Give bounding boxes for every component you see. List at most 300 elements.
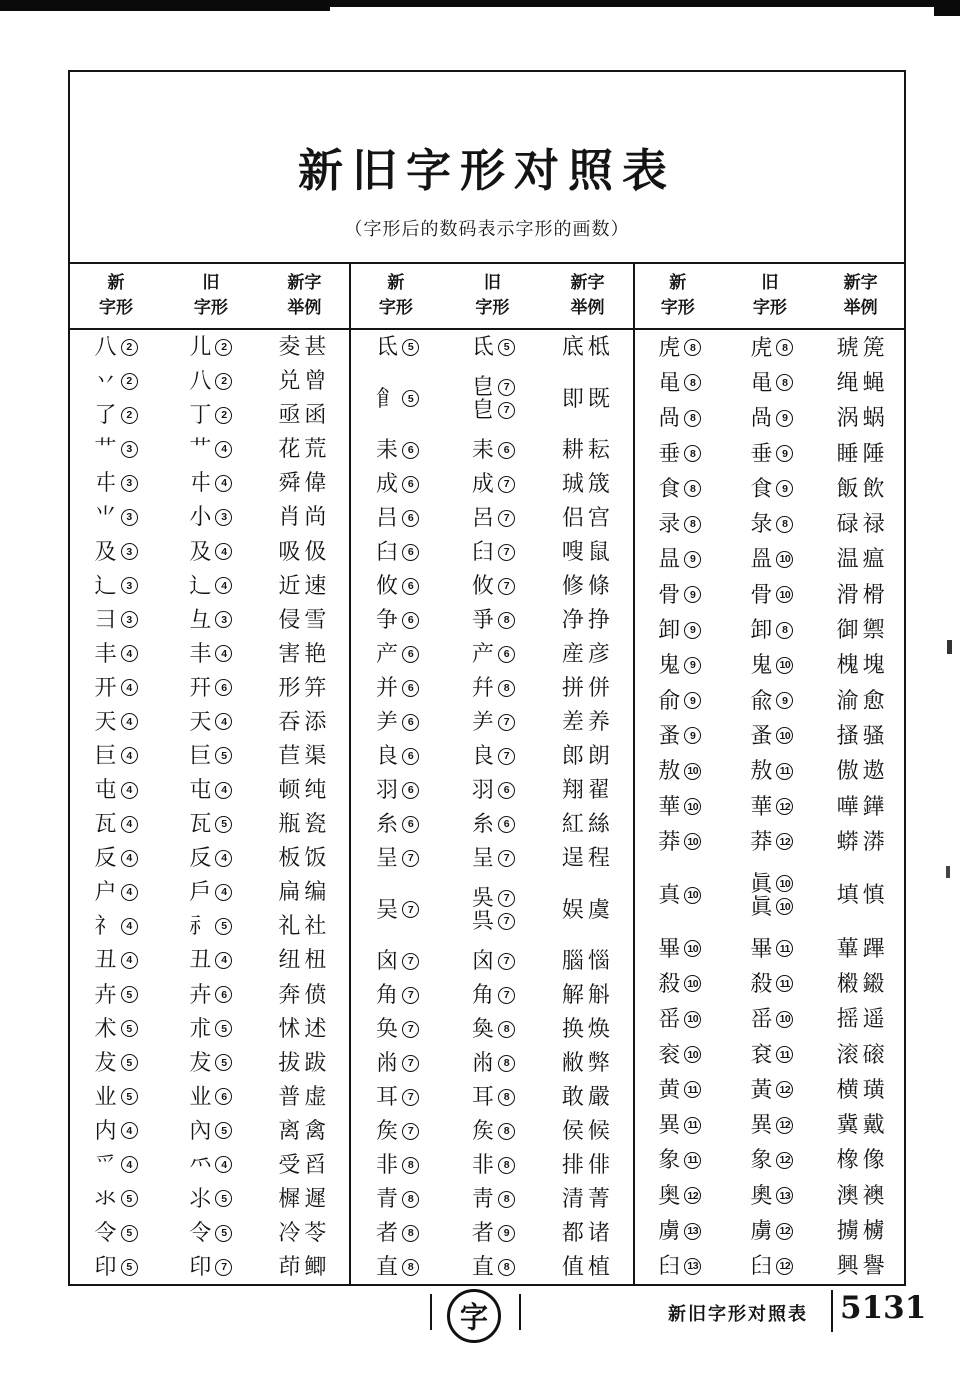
new-form-glyph: 奂 <box>376 1016 399 1041</box>
stroke-count-badge: 10 <box>684 833 701 850</box>
stroke-count-badge: 12 <box>776 1258 793 1275</box>
cell-example-characters: 清菁 <box>561 1186 614 1211</box>
cell-old-form <box>750 1220 793 1242</box>
cell-old-form <box>750 722 793 748</box>
old-form-glyph-entry <box>750 1114 793 1136</box>
old-form-glyph: 成 <box>471 471 494 496</box>
cell-old-form <box>189 506 232 528</box>
old-form-glyph-entry <box>750 893 793 919</box>
stroke-count-badge: 6 <box>402 612 419 629</box>
table-row <box>351 978 633 1012</box>
old-form-glyph: 艹 <box>189 436 212 462</box>
cell-old-form <box>750 828 793 854</box>
stroke-count-badge: 5 <box>121 986 138 1003</box>
new-form-glyph: 囟 <box>376 948 399 973</box>
old-form-glyph: 丰 <box>189 640 212 666</box>
old-form-glyph-entry <box>472 910 515 932</box>
stroke-count-badge: 5 <box>215 1122 232 1139</box>
cell-old-form <box>750 1008 793 1030</box>
cell-old-form <box>472 1222 515 1244</box>
cell-new-form <box>658 1255 701 1277</box>
cell-new-form <box>658 654 701 676</box>
cell-new-form <box>376 745 419 767</box>
new-form-glyph-entry <box>376 1052 419 1074</box>
cell-example-characters: 填慎 <box>836 882 889 908</box>
cell-new-form <box>376 1154 419 1176</box>
cell-old-form <box>189 370 232 392</box>
table-row <box>70 569 349 603</box>
cell-old-form <box>189 1222 232 1244</box>
cell-old-form <box>189 572 232 598</box>
cell-new-form <box>658 687 701 713</box>
new-form-glyph: 吴 <box>376 896 399 922</box>
cell-old-form <box>189 1083 232 1109</box>
stroke-count-badge: 9 <box>776 480 793 497</box>
stroke-count-badge: 4 <box>121 1122 138 1139</box>
old-form-glyph: 囟 <box>471 948 494 973</box>
cell-example-characters: 睡陲 <box>836 440 889 466</box>
cell-old-form <box>472 376 515 421</box>
table-row <box>70 1250 349 1284</box>
old-form-glyph: 幵 <box>189 674 212 700</box>
old-form-glyph: 𦥑 <box>471 539 494 564</box>
cell-example-characters: 敝弊 <box>561 1050 614 1075</box>
old-form-glyph-entry <box>750 407 793 429</box>
new-form-glyph: 巨 <box>94 742 117 768</box>
old-form-glyph: 八 <box>189 368 212 394</box>
cell-example-characters: 解斛 <box>561 982 614 1007</box>
table-row <box>635 1143 906 1178</box>
cell-example-characters: 樨遲 <box>278 1185 331 1211</box>
old-form-glyph: 糸 <box>471 811 494 836</box>
stroke-count-badge: 8 <box>498 1055 515 1072</box>
cell-example-characters: 冷苓 <box>278 1220 331 1246</box>
cell-example-characters: 横璜 <box>836 1076 889 1102</box>
stroke-count-badge: 12 <box>776 1117 793 1134</box>
cell-example-characters: 琥箎 <box>836 334 889 360</box>
old-form-glyph: 爭 <box>471 607 494 632</box>
cell-new-form <box>94 606 138 632</box>
cell-old-form <box>189 336 232 358</box>
new-form-glyph: ⺌ <box>94 504 117 530</box>
old-form-glyph-entry <box>750 970 793 996</box>
old-form-glyph-entry <box>189 370 232 392</box>
old-form-glyph-entry <box>472 887 515 909</box>
new-form-glyph-entry <box>658 1220 701 1242</box>
new-form-glyph-entry <box>376 779 419 801</box>
table-row <box>635 648 906 683</box>
stroke-count-badge: 6 <box>402 680 419 697</box>
old-form-glyph: 屯 <box>189 777 212 803</box>
cell-new-form <box>376 575 419 597</box>
cell-old-form <box>750 1182 793 1208</box>
new-form-glyph: 黾 <box>658 369 681 395</box>
cell-example-characters: 离禽 <box>278 1117 331 1143</box>
cell-old-form <box>189 438 232 460</box>
new-form-glyph-entry <box>95 949 138 971</box>
new-form-glyph: 产 <box>376 641 399 666</box>
stroke-count-badge: 3 <box>121 509 138 526</box>
cell-new-form <box>658 407 701 429</box>
stroke-count-badge: 7 <box>498 987 515 1004</box>
old-form-glyph-entry <box>472 1086 515 1108</box>
table-row <box>70 398 349 432</box>
table-row <box>70 603 349 637</box>
cell-example-characters: 産彦 <box>561 641 614 666</box>
old-form-glyph: 皀 <box>471 374 494 399</box>
cell-old-form <box>472 1018 515 1040</box>
new-form-glyph-entry <box>94 1049 138 1075</box>
cell-new-form <box>658 1149 701 1171</box>
new-form-glyph-entry <box>658 935 701 961</box>
new-form-glyph: 开 <box>94 674 117 700</box>
old-form-glyph-entry <box>750 619 793 641</box>
stroke-count-badge: 4 <box>121 747 138 764</box>
cell-new-form <box>658 1041 701 1067</box>
old-form-glyph: 巨 <box>189 742 212 768</box>
cell-new-form <box>376 1222 419 1244</box>
old-form-glyph: 眞 <box>750 870 773 896</box>
new-form-glyph-entry <box>376 847 419 869</box>
new-form-glyph: 成 <box>376 471 399 496</box>
seal-stamp-icon <box>447 1289 501 1343</box>
stroke-count-badge: 6 <box>402 510 419 527</box>
cell-old-form <box>750 970 793 996</box>
cell-example-characters: 摇遥 <box>836 1006 889 1032</box>
header-examples: 新字 举例 <box>570 273 605 317</box>
header-examples: 新字 举例 <box>287 273 322 317</box>
cell-old-form <box>750 760 793 782</box>
cell-example-characters: 瓶瓷 <box>278 811 331 837</box>
cell-example-characters: 扁编 <box>278 879 331 905</box>
cell-example-characters: 橡像 <box>836 1147 889 1173</box>
new-form-glyph-entry <box>658 440 701 466</box>
cell-old-form <box>750 581 793 607</box>
cell-example-characters: 冀戴 <box>836 1112 889 1138</box>
old-form-glyph-entry <box>472 1188 515 1210</box>
cell-new-form <box>95 438 138 460</box>
new-form-glyph: 瓦 <box>94 811 117 837</box>
old-form-glyph-entry <box>189 1185 232 1211</box>
old-form-glyph-entry <box>472 575 515 597</box>
stroke-count-badge: 12 <box>776 1223 793 1240</box>
cell-example-characters: 近速 <box>278 572 331 598</box>
new-form-glyph-entry <box>95 881 138 903</box>
cell-new-form <box>376 950 419 972</box>
cell-example-characters: 拔跋 <box>278 1049 331 1075</box>
stroke-count-badge: 5 <box>121 1225 138 1242</box>
stroke-count-badge: 13 <box>684 1258 701 1275</box>
page-title: 新旧字形对照表 <box>297 146 676 196</box>
stroke-count-badge: 8 <box>402 1191 419 1208</box>
cell-new-form <box>658 1076 701 1102</box>
cell-example-characters: 搔骚 <box>836 722 889 748</box>
old-form-glyph-entry <box>189 472 232 494</box>
cell-new-form <box>376 711 419 733</box>
old-form-glyph-entry <box>189 1015 232 1041</box>
stroke-count-badge: 7 <box>498 544 515 561</box>
old-form-glyph-entry <box>189 847 232 869</box>
new-form-glyph: 青 <box>376 1186 399 1211</box>
cell-new-form <box>376 1018 419 1040</box>
old-form-glyph: 莽 <box>750 828 773 854</box>
cell-example-characters: 渝愈 <box>836 687 889 713</box>
old-form-glyph-entry <box>750 1149 793 1171</box>
cell-example-characters: 樧鎩 <box>836 970 889 996</box>
cell-example-characters: 排俳 <box>561 1152 614 1177</box>
new-form-glyph: 垂 <box>658 440 681 466</box>
old-form-glyph-entry <box>750 1008 793 1030</box>
stroke-count-badge: 4 <box>121 1156 138 1173</box>
new-form-glyph-entry <box>95 438 138 460</box>
table-row <box>70 841 349 875</box>
cell-example-characters: 翔翟 <box>561 777 614 802</box>
old-form-glyph: 虎 <box>750 334 773 360</box>
stroke-count-badge: 6 <box>215 986 232 1003</box>
stroke-count-badge: 9 <box>684 551 701 568</box>
cell-example-characters: 纽杻 <box>278 947 331 973</box>
new-form-glyph: 黄 <box>658 1076 681 1102</box>
old-form-glyph-entry <box>750 1041 793 1067</box>
new-form-glyph: 食 <box>658 475 681 501</box>
old-form-glyph-entry <box>189 572 232 598</box>
new-form-glyph-entry <box>658 1041 701 1067</box>
cell-new-form <box>95 915 138 937</box>
new-form-glyph: 攸 <box>376 573 399 598</box>
new-form-glyph-entry <box>658 513 701 535</box>
old-form-glyph: 袞 <box>750 1041 773 1067</box>
stroke-count-badge: 5 <box>402 390 419 407</box>
old-form-glyph: 彔 <box>750 511 773 537</box>
table-row <box>70 705 349 739</box>
table-row <box>351 1216 633 1250</box>
stroke-count-badge: 6 <box>402 544 419 561</box>
cell-old-form <box>750 407 793 429</box>
old-form-glyph-entry <box>189 1049 232 1075</box>
cell-new-form <box>94 674 138 700</box>
stroke-count-badge: 7 <box>402 953 419 970</box>
stroke-count-badge: 4 <box>215 1156 232 1173</box>
old-form-glyph-entry <box>189 1222 232 1244</box>
old-form-glyph-entry <box>189 1117 232 1143</box>
old-form-glyph-entry <box>750 440 793 466</box>
cell-example-characters: 温瘟 <box>836 546 889 572</box>
cell-new-form <box>658 722 701 748</box>
stroke-count-badge: 6 <box>215 679 232 696</box>
table-row <box>70 1012 349 1046</box>
old-form-glyph-entry <box>472 376 515 398</box>
new-form-glyph: 争 <box>376 607 399 632</box>
old-form-glyph: 華 <box>750 793 773 819</box>
cell-example-characters: 怵述 <box>278 1015 331 1041</box>
cell-new-form <box>94 538 138 564</box>
table-row <box>70 977 349 1011</box>
old-form-glyph-entry <box>472 336 515 358</box>
cell-example-characters: 珹筬 <box>561 471 614 496</box>
table-row <box>70 807 349 841</box>
table-row <box>351 433 633 467</box>
new-form-glyph: 八 <box>94 334 117 360</box>
cell-new-form <box>376 336 419 358</box>
stroke-count-badge: 9 <box>684 692 701 709</box>
table-row <box>635 542 906 577</box>
old-form-glyph-entry <box>472 1120 515 1142</box>
cell-old-form <box>750 513 793 535</box>
stroke-count-badge: 6 <box>402 476 419 493</box>
new-form-glyph: 臼 <box>376 539 399 564</box>
new-form-glyph: 户 <box>94 879 117 905</box>
cell-new-form <box>658 1182 701 1208</box>
new-form-glyph: 非 <box>376 1152 399 1177</box>
stroke-count-badge: 13 <box>684 1223 701 1240</box>
old-form-glyph-entry <box>750 935 793 961</box>
new-form-glyph: 卸 <box>658 617 681 643</box>
stroke-count-badge: 9 <box>498 1225 515 1242</box>
cell-new-form <box>95 370 138 392</box>
new-form-glyph: 角 <box>376 982 399 1007</box>
cell-new-form <box>658 935 701 961</box>
old-form-glyph: 𥁕 <box>750 546 773 572</box>
cell-example-characters: 腦惱 <box>561 948 614 973</box>
stroke-count-badge: 2 <box>121 407 138 424</box>
cell-old-form <box>750 1114 793 1136</box>
new-form-glyph: 莽 <box>658 828 681 854</box>
new-form-glyph-entry <box>94 1015 138 1041</box>
old-form-glyph-entry <box>750 334 793 360</box>
stroke-count-badge: 10 <box>776 1011 793 1028</box>
cell-old-form <box>750 1041 793 1067</box>
cell-old-form <box>472 677 515 699</box>
cell-old-form <box>472 1188 515 1210</box>
new-form-glyph-entry <box>376 473 419 495</box>
cell-old-form <box>189 915 232 937</box>
old-form-glyph-entry <box>472 1018 515 1040</box>
stroke-count-badge: 10 <box>776 727 793 744</box>
cell-example-characters: 槐塊 <box>836 652 889 678</box>
stroke-count-badge: 8 <box>498 1259 515 1276</box>
cell-new-form <box>95 949 138 971</box>
new-form-glyph-entry <box>94 1083 138 1109</box>
new-form-glyph-entry <box>376 1120 419 1142</box>
stroke-count-badge: 7 <box>498 913 515 930</box>
cell-old-form <box>189 1185 232 1211</box>
cell-example-characters: 顿纯 <box>278 777 331 803</box>
cell-old-form <box>472 847 515 869</box>
new-form-glyph: 直 <box>376 1254 399 1279</box>
new-form-glyph-entry <box>95 506 138 528</box>
cell-new-form <box>376 1256 419 1278</box>
stroke-count-badge: 4 <box>121 679 138 696</box>
new-form-glyph-entry <box>658 884 701 906</box>
stroke-count-badge: 8 <box>402 1259 419 1276</box>
page-subtitle: （字形后的数码表示字形的画数） <box>344 219 630 239</box>
table-row <box>635 506 906 541</box>
new-form-glyph: 真 <box>658 882 681 908</box>
header-old-form: 旧 字形 <box>475 273 510 317</box>
stroke-count-badge: 7 <box>498 379 515 396</box>
cell-old-form <box>472 1256 515 1278</box>
cell-new-form <box>376 984 419 1006</box>
stroke-count-badge: 4 <box>215 441 232 458</box>
cell-old-form <box>472 541 515 563</box>
table-row <box>635 718 906 753</box>
old-form-glyph-entry <box>189 438 232 460</box>
stroke-count-badge: 11 <box>776 940 793 957</box>
new-form-glyph-entry <box>376 385 419 411</box>
cell-new-form <box>94 1151 138 1177</box>
cell-example-characters: 御禦 <box>836 617 889 643</box>
cell-new-form <box>658 581 701 607</box>
stroke-count-badge: 7 <box>498 890 515 907</box>
table-row <box>635 683 906 718</box>
cell-new-form <box>95 813 138 835</box>
stroke-count-badge: 9 <box>776 445 793 462</box>
stroke-count-badge: 8 <box>498 1191 515 1208</box>
stroke-count-badge: 3 <box>121 611 138 628</box>
new-form-glyph-entry <box>95 779 138 801</box>
cell-new-form <box>376 1120 419 1142</box>
old-form-glyph: 鬼 <box>750 652 773 678</box>
new-form-glyph: 畢 <box>658 935 681 961</box>
old-form-glyph-entry <box>750 654 793 676</box>
old-form-glyph-entry <box>472 813 515 835</box>
old-form-glyph: 呉 <box>471 908 494 933</box>
cell-new-form <box>94 1117 138 1143</box>
old-form-glyph: 異 <box>750 1112 773 1138</box>
table-row <box>70 875 349 909</box>
stroke-count-badge: 8 <box>776 516 793 533</box>
new-form-glyph-entry <box>376 507 419 529</box>
new-form-glyph: 内 <box>94 1117 117 1143</box>
new-form-glyph-entry <box>95 915 138 937</box>
stroke-count-badge: 8 <box>498 612 515 629</box>
cell-example-characters: 修條 <box>561 573 614 598</box>
new-form-glyph: 羽 <box>376 777 399 802</box>
new-form-glyph: 及 <box>94 538 117 564</box>
footer-divider <box>831 1290 833 1332</box>
stroke-count-badge: 7 <box>402 1089 419 1106</box>
table-row <box>351 1148 633 1182</box>
cell-example-characters: 蟒漭 <box>836 828 889 854</box>
old-form-glyph-entry <box>750 687 793 713</box>
stroke-count-badge: 6 <box>402 782 419 799</box>
stroke-count-badge: 6 <box>402 578 419 595</box>
stroke-count-badge: 4 <box>215 577 232 594</box>
stroke-count-badge: 11 <box>776 763 793 780</box>
cell-new-form <box>658 884 701 906</box>
stroke-count-badge: 5 <box>121 1088 138 1105</box>
old-form-glyph: ⺬ <box>189 913 212 939</box>
old-form-glyph: 氐 <box>471 334 494 359</box>
cell-new-form <box>376 677 419 699</box>
cell-new-form <box>95 881 138 903</box>
old-form-glyph-entry <box>189 538 232 564</box>
table-row <box>635 330 906 365</box>
stroke-count-badge: 2 <box>121 373 138 390</box>
stroke-count-badge: 7 <box>402 901 419 918</box>
scan-artifact-speck <box>947 640 952 654</box>
table-row <box>635 966 906 1001</box>
old-form-glyph: 反 <box>189 845 212 871</box>
cell-old-form <box>750 1076 793 1102</box>
table-row <box>635 401 906 436</box>
new-form-glyph-entry <box>95 404 138 426</box>
cell-old-form <box>750 440 793 466</box>
new-form-glyph: 辶 <box>94 572 117 598</box>
cell-new-form <box>95 1222 138 1244</box>
new-form-glyph: ⺶ <box>376 709 399 734</box>
old-form-glyph: ⺶ <box>471 709 494 734</box>
